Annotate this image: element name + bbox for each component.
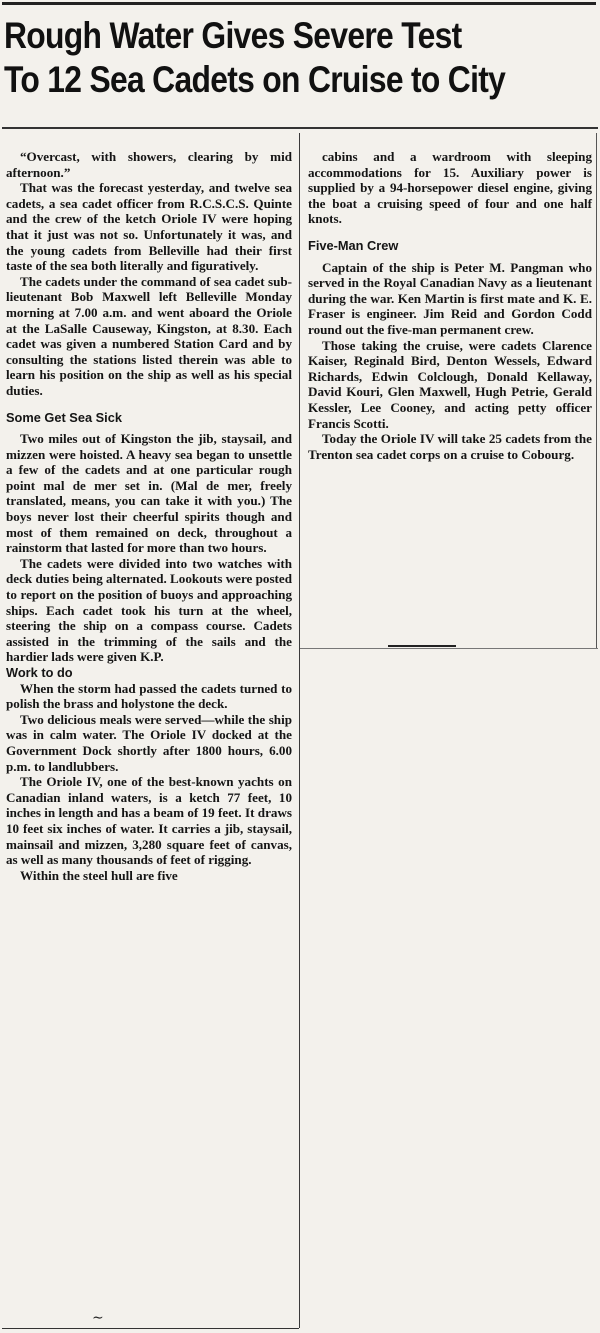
paragraph: Today the Oriole IV will take 25 cadets from the Trenton sea cadet corps on a cruise to Cobourg.	[308, 431, 592, 462]
paragraph: That was the forecast yesterday, and twelve sea cadets, a sea cadet officer from R.C.S.C.S. Quinte and the crew of the ketch Oriole IV were hoping that it just was not so. Unfortunately it was, and the young cadets from Belleville had their first taste of the sea both literally and figuratively.	[6, 180, 292, 274]
right-column	[308, 149, 592, 462]
subheading-some-get-sea-sick: Some Get Sea Sick	[6, 409, 122, 425]
column-divider	[299, 133, 300, 1328]
headline-line-2: To 12 Sea Cadets on Cruise to City	[4, 59, 506, 101]
bottom-rule	[2, 1328, 299, 1329]
subheading-work-to-do: Work to do	[6, 665, 73, 680]
headline-rule	[2, 127, 598, 129]
headline-line-1: Rough Water Gives Severe Test	[4, 15, 462, 56]
paragraph: Two delicious meals were served—while the ship was in calm water. The Oriole IV docked at the Government Dock shortly after 1800 hours, 6.00 p.m. to landlubbers.	[6, 711, 292, 774]
top-rule	[2, 2, 596, 5]
paragraph: “Overcast, with showers, clearing by mid afternoon.”	[6, 149, 292, 180]
paragraph: Those taking the cruise, were cadets Clarence Kaiser, Reginald Bird, Denton Wessels, Edward Richards, Edwin Colclough, Donald Kellaway, David Kouri, Glen Maxwell, Hugh Petrie, Gerald Kessler, Lee Cooney, and acting petty officer Francis Scotti.	[308, 337, 592, 431]
left-column	[6, 149, 292, 883]
right-border	[596, 133, 597, 648]
paragraph: The Oriole IV, one of the best-known yachts on Canadian inland waters, is a ketch 77 feet, 10 inches in length and has a beam of 19 feet. It draws 10 feet six inches of water. It carries a jib, staysail, mainsail and mizzen, 3,280 square feet of canvas, as well as many thousands of feet of rigging.	[6, 774, 292, 868]
headline	[4, 14, 596, 103]
paragraph: cabins and a wardroom with sleeping accommodations for 15. Auxiliary power is supplied by a 94-horsepower diesel engine, giving the boat a cruising speed of four and one half knots.	[308, 149, 592, 227]
fold-mark-icon: ∼	[92, 1311, 104, 1326]
paragraph: Within the steel hull are five	[20, 867, 178, 883]
paragraph: When the storm had passed the cadets turned to polish the brass and holystone the deck.	[6, 680, 292, 712]
paragraph: The cadets under the command of sea cadet sub-lieutenant Bob Maxwell left Belleville Monday morning at 7.00 a.m. and went aboard the Oriole at the LaSalle Causeway, Kingston, at 8.30. Each cadet was given a numbered Station Card and by consulting the stations listed therein was able to learn his position on the ship as well as his special duties.	[6, 273, 292, 398]
paragraph: Two miles out of Kingston the jib, staysail, and mizzen were hoisted. A heavy sea began to unsettle a few of the cadets and at one particular rough point mal de mer set in. (Mal de mer, freely translated, means, you can take it with you.) The boys never lost their cheerful spirits though and most of them remained on deck, throughout a rainstorm that lasted for more than two hours.	[6, 431, 292, 556]
right-column-end-rule	[300, 648, 598, 649]
end-of-story-dash	[388, 645, 456, 647]
subheading-five-man-crew: Five-Man Crew	[308, 237, 399, 253]
paragraph: The cadets were divided into two watches with deck duties being alternated. Lookouts were posted to report on the position of buoys and approaching ships. Each cadet took his turn at the wheel, steering the ship on a compass course. Cadets assisted in the trimming of the sails and the hardier lads were given K.P.	[6, 555, 293, 665]
paragraph: Captain of the ship is Peter M. Pangman who served in the Royal Canadian Navy as a lieutenant during the war. Ken Martin is first mate and K. E. Fraser is engineer. Jim Reid and Gordon Codd round out the five-man permanent crew.	[308, 259, 592, 337]
